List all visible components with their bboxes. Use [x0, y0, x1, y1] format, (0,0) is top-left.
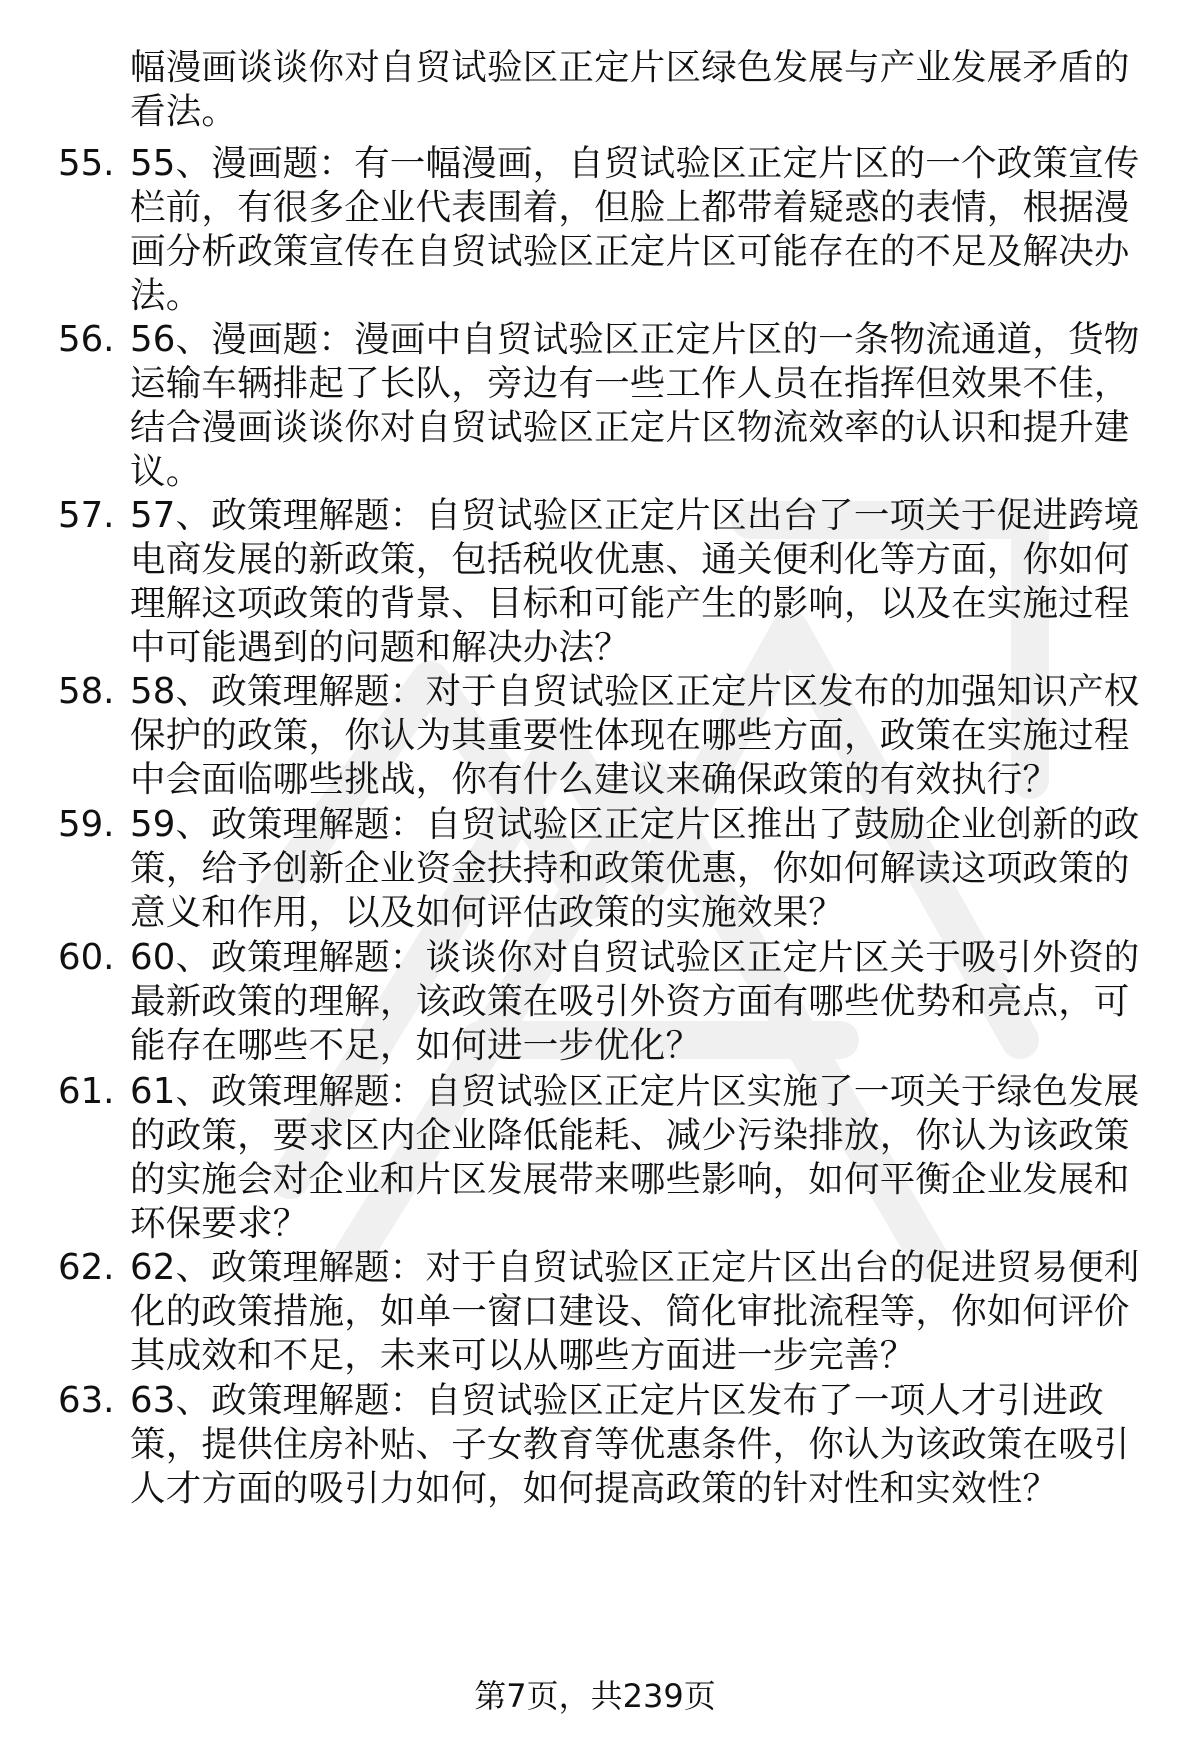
question-text: 57、政策理解题：自贸试验区正定片区出台了一项关于促进跨境电商发展的新政策，包括税收优惠、通关便利化等方面，你如何理解这项政策的背景、目标和可能产生的影响，以及在实施过程中可能遇到的问题和解决办法？: [130, 495, 1140, 668]
question-number: 60.: [58, 937, 115, 978]
question-text: 56、漫画题：漫画中自贸试验区正定片区的一条物流通道，货物运输车辆排起了长队，旁边有一些工作人员在指挥但效果不佳，结合漫画谈谈你对自贸试验区正定片区物流效率的认识和提升建议。: [130, 319, 1140, 492]
question-text: 60、政策理解题：谈谈你对自贸试验区正定片区关于吸引外资的最新政策的理解，该政策在吸引外资方面有哪些优势和亮点，可能存在哪些不足，如何进一步优化？: [130, 937, 1140, 1066]
question-number: 58.: [58, 671, 115, 712]
question-number: 57.: [58, 495, 115, 536]
question-text: 62、政策理解题：对于自贸试验区正定片区出台的促进贸易便利化的政策措施，如单一窗口建设、简化审批流程等，你如何评价其成效和不足，未来可以从哪些方面进一步完善？: [130, 1247, 1140, 1376]
question-number: 63.: [58, 1380, 115, 1421]
question-text: 63、政策理解题：自贸试验区正定片区发布了一项人才引进政策，提供住房补贴、子女教育等优惠条件，你认为该政策在吸引人才方面的吸引力如何，如何提高政策的针对性和实效性？: [130, 1380, 1130, 1509]
question-text: 61、政策理解题：自贸试验区正定片区实施了一项关于绿色发展的政策，要求区内企业降低能耗、减少污染排放，你认为该政策的实施会对企业和片区发展带来哪些影响，如何平衡企业发展和环保要求？: [130, 1071, 1140, 1244]
page-footer: 第7页，共239页: [474, 1677, 716, 1715]
question-number: 59.: [58, 804, 115, 845]
question-number: 56.: [58, 319, 115, 360]
continued-question-text: 幅漫画谈谈你对自贸试验区正定片区绿色发展与产业发展矛盾的看法。: [130, 47, 1130, 132]
question-text: 58、政策理解题：对于自贸试验区正定片区发布的加强知识产权保护的政策，你认为其重要性体现在哪些方面，政策在实施过程中会面临哪些挑战，你有什么建议来确保政策的有效执行？: [130, 671, 1140, 800]
question-number: 62.: [58, 1247, 115, 1288]
question-number: 55.: [58, 143, 115, 184]
question-text: 55、漫画题：有一幅漫画，自贸试验区正定片区的一个政策宣传栏前，有很多企业代表围着，但脸上都带着疑惑的表情，根据漫画分析政策宣传在自贸试验区正定片区可能存在的不足及解决办法。: [130, 143, 1140, 316]
question-text: 59、政策理解题：自贸试验区正定片区推出了鼓励企业创新的政策，给予创新企业资金扶持和政策优惠，你如何解读这项政策的意义和作用，以及如何评估政策的实施效果？: [130, 804, 1140, 933]
question-number: 61.: [58, 1071, 115, 1112]
